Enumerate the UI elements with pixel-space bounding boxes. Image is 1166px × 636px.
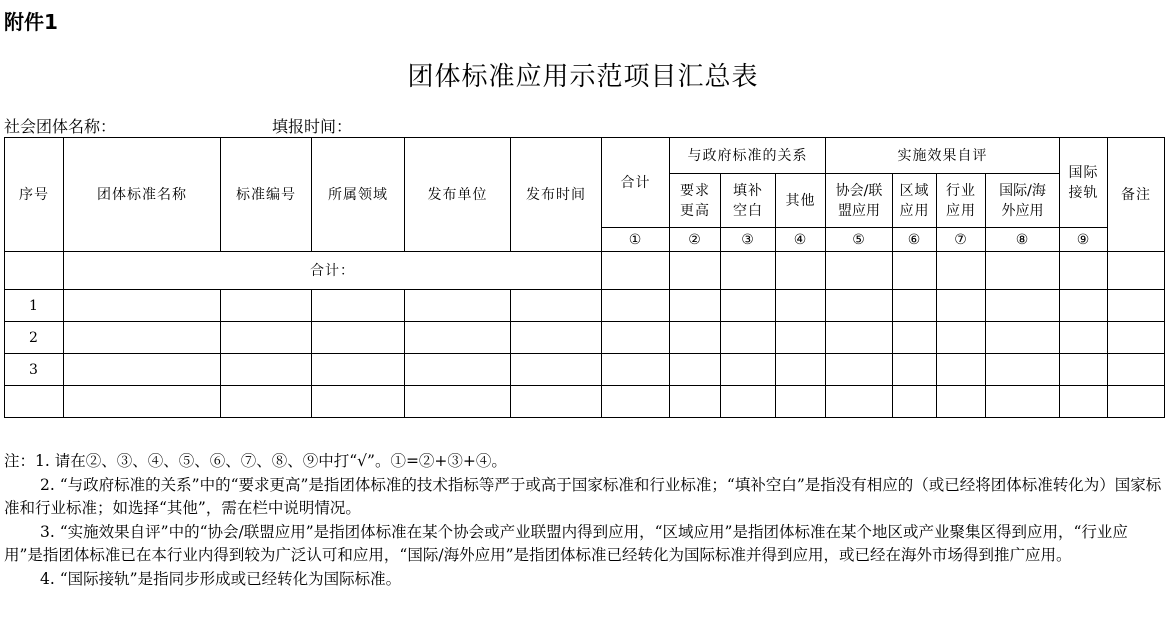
- table-cell: [1060, 386, 1108, 418]
- header-industry-app-label: 行业应用: [946, 182, 977, 219]
- table-cell: [221, 386, 312, 418]
- table-cell: [312, 322, 405, 354]
- table-cell: [937, 290, 986, 322]
- attachment-label: 附件1: [4, 10, 58, 34]
- table-cell: [602, 386, 670, 418]
- table-cell: [826, 252, 893, 290]
- header-region-app-label: 区域应用: [899, 182, 930, 219]
- table-cell: [312, 290, 405, 322]
- note-2: 2. “与政府标准的关系”中的“要求更高”是指团体标准的技术指标等严于或高于国家标准和行业标准；“填补空白”是指没有相应的（或已经将团体标准转化为）国家标准和行业标准；如选择“其他”，需在栏中说明情况。: [4, 475, 1162, 517]
- table-cell: [721, 354, 776, 386]
- table-cell: [221, 354, 312, 386]
- table-cell: [1108, 290, 1165, 322]
- table-cell: [511, 290, 602, 322]
- table-cell: [1108, 252, 1165, 290]
- marker-9: ⑨: [1060, 228, 1108, 252]
- row-number: [5, 386, 64, 418]
- table-cell: [1060, 322, 1108, 354]
- table-cell: [986, 252, 1060, 290]
- header-standard-name: 团体标准名称: [64, 138, 221, 252]
- note-3: 3. “实施效果自评”中的“协会/联盟应用”是指团体标准在某个协会或产业联盟内得到应用，“区域应用”是指团体标准在某个地区或产业聚集区得到应用，“行业应用”是指团体标准已在本行业内得到较为广泛认可和应用，“国际/海外应用”是指团体标准已经转化为国际标准并得到应用，或已经在海外市场得到推广应用。: [4, 522, 1128, 564]
- header-other: 其他: [776, 174, 826, 228]
- total-row-label: 合计：: [64, 252, 602, 290]
- table-cell: [776, 322, 826, 354]
- table-cell: [721, 322, 776, 354]
- table-cell: [893, 354, 937, 386]
- table-cell: [511, 386, 602, 418]
- table-cell: [893, 252, 937, 290]
- table-cell: [511, 354, 602, 386]
- summary-table: [4, 137, 1165, 418]
- table-cell: [721, 290, 776, 322]
- table-cell: [5, 252, 64, 290]
- table-cell: [670, 322, 721, 354]
- table-cell: [893, 322, 937, 354]
- header-total: 合计: [602, 138, 670, 228]
- row-number: 3: [5, 354, 64, 386]
- table-cell: [776, 290, 826, 322]
- table-cell: [602, 252, 670, 290]
- table-row: [5, 354, 1165, 386]
- header-field: 所属领域: [312, 138, 405, 252]
- table-cell: [776, 354, 826, 386]
- table-cell: [221, 290, 312, 322]
- marker-3: ③: [721, 228, 776, 252]
- row-number: 1: [5, 290, 64, 322]
- header-publisher: 发布单位: [405, 138, 511, 252]
- marker-4: ④: [776, 228, 826, 252]
- notes-section: [4, 450, 1162, 591]
- table-row: [5, 386, 1165, 418]
- header-remark: 备注: [1108, 138, 1165, 252]
- header-stricter-label: 要求更高: [680, 182, 710, 219]
- header-region-app: [893, 174, 937, 228]
- header-publish-date: 发布时间: [511, 138, 602, 252]
- table-cell: [670, 354, 721, 386]
- header-fill-gap-label: 填补空白: [733, 182, 763, 219]
- header-assoc-app: [826, 174, 893, 228]
- note-4: 4. “国际接轨”是指同步形成或已经转化为国际标准。: [40, 569, 402, 588]
- table-cell: [1108, 354, 1165, 386]
- table-cell: [312, 386, 405, 418]
- table-cell: [405, 386, 511, 418]
- table-row: [5, 290, 1165, 322]
- table-cell: [986, 354, 1060, 386]
- table-cell: [937, 386, 986, 418]
- header-seq: 序号: [5, 138, 64, 252]
- table-cell: [670, 290, 721, 322]
- header-effect-group: 实施效果自评: [826, 138, 1060, 174]
- table-cell: [776, 252, 826, 290]
- table-cell: [721, 252, 776, 290]
- table-cell: [986, 290, 1060, 322]
- table-cell: [1060, 354, 1108, 386]
- table-cell: [1060, 290, 1108, 322]
- table-cell: [826, 290, 893, 322]
- table-cell: [221, 322, 312, 354]
- table-cell: [826, 354, 893, 386]
- table-cell: [64, 290, 221, 322]
- table-cell: [1108, 386, 1165, 418]
- table-cell: [602, 322, 670, 354]
- table-cell: [602, 354, 670, 386]
- note-1: 注：1. 请在②、③、④、⑤、⑥、⑦、⑧、⑨中打“√”。①=②+③+④。: [4, 452, 507, 470]
- table-cell: [405, 290, 511, 322]
- table-cell: [893, 386, 937, 418]
- header-assoc-app-label: 协会/联盟应用: [835, 182, 883, 219]
- table-cell: [511, 322, 602, 354]
- table-cell: [937, 354, 986, 386]
- table-cell: [1060, 252, 1108, 290]
- table-cell: [64, 322, 221, 354]
- page-title: 团体标准应用示范项目汇总表: [407, 62, 759, 92]
- table-cell: [986, 322, 1060, 354]
- header-intl-align-label: 国际接轨: [1068, 164, 1099, 201]
- table-cell: [670, 252, 721, 290]
- header-standard-code: 标准编号: [221, 138, 312, 252]
- table-cell: [405, 354, 511, 386]
- header-industry-app: [937, 174, 986, 228]
- table-cell: [405, 322, 511, 354]
- header-intl-align: [1060, 138, 1108, 228]
- table-cell: [721, 386, 776, 418]
- table-cell: [826, 386, 893, 418]
- table-row: [5, 322, 1165, 354]
- table-cell: [64, 386, 221, 418]
- header-fill-gap: [721, 174, 776, 228]
- marker-8: ⑧: [986, 228, 1060, 252]
- table-cell: [937, 322, 986, 354]
- marker-5: ⑤: [826, 228, 893, 252]
- table-cell: [670, 386, 721, 418]
- header-relation-group: 与政府标准的关系: [670, 138, 826, 174]
- marker-2: ②: [670, 228, 721, 252]
- table-cell: [986, 386, 1060, 418]
- table-cell: [64, 354, 221, 386]
- marker-7: ⑦: [937, 228, 986, 252]
- table-cell: [776, 386, 826, 418]
- header-intl-app: [986, 174, 1060, 228]
- table-cell: [893, 290, 937, 322]
- header-intl-app-label: 国际/海外应用: [999, 182, 1046, 219]
- marker-1: ①: [602, 228, 670, 252]
- header-stricter: [670, 174, 721, 228]
- marker-6: ⑥: [893, 228, 937, 252]
- table-cell: [826, 322, 893, 354]
- total-row: [5, 252, 1165, 290]
- row-number: 2: [5, 322, 64, 354]
- fill-date-label: 填报时间：: [272, 117, 353, 136]
- org-name-label: 社会团体名称：: [4, 117, 117, 136]
- table-cell: [312, 354, 405, 386]
- table-cell: [1108, 322, 1165, 354]
- table-cell: [602, 290, 670, 322]
- table-cell: [937, 252, 986, 290]
